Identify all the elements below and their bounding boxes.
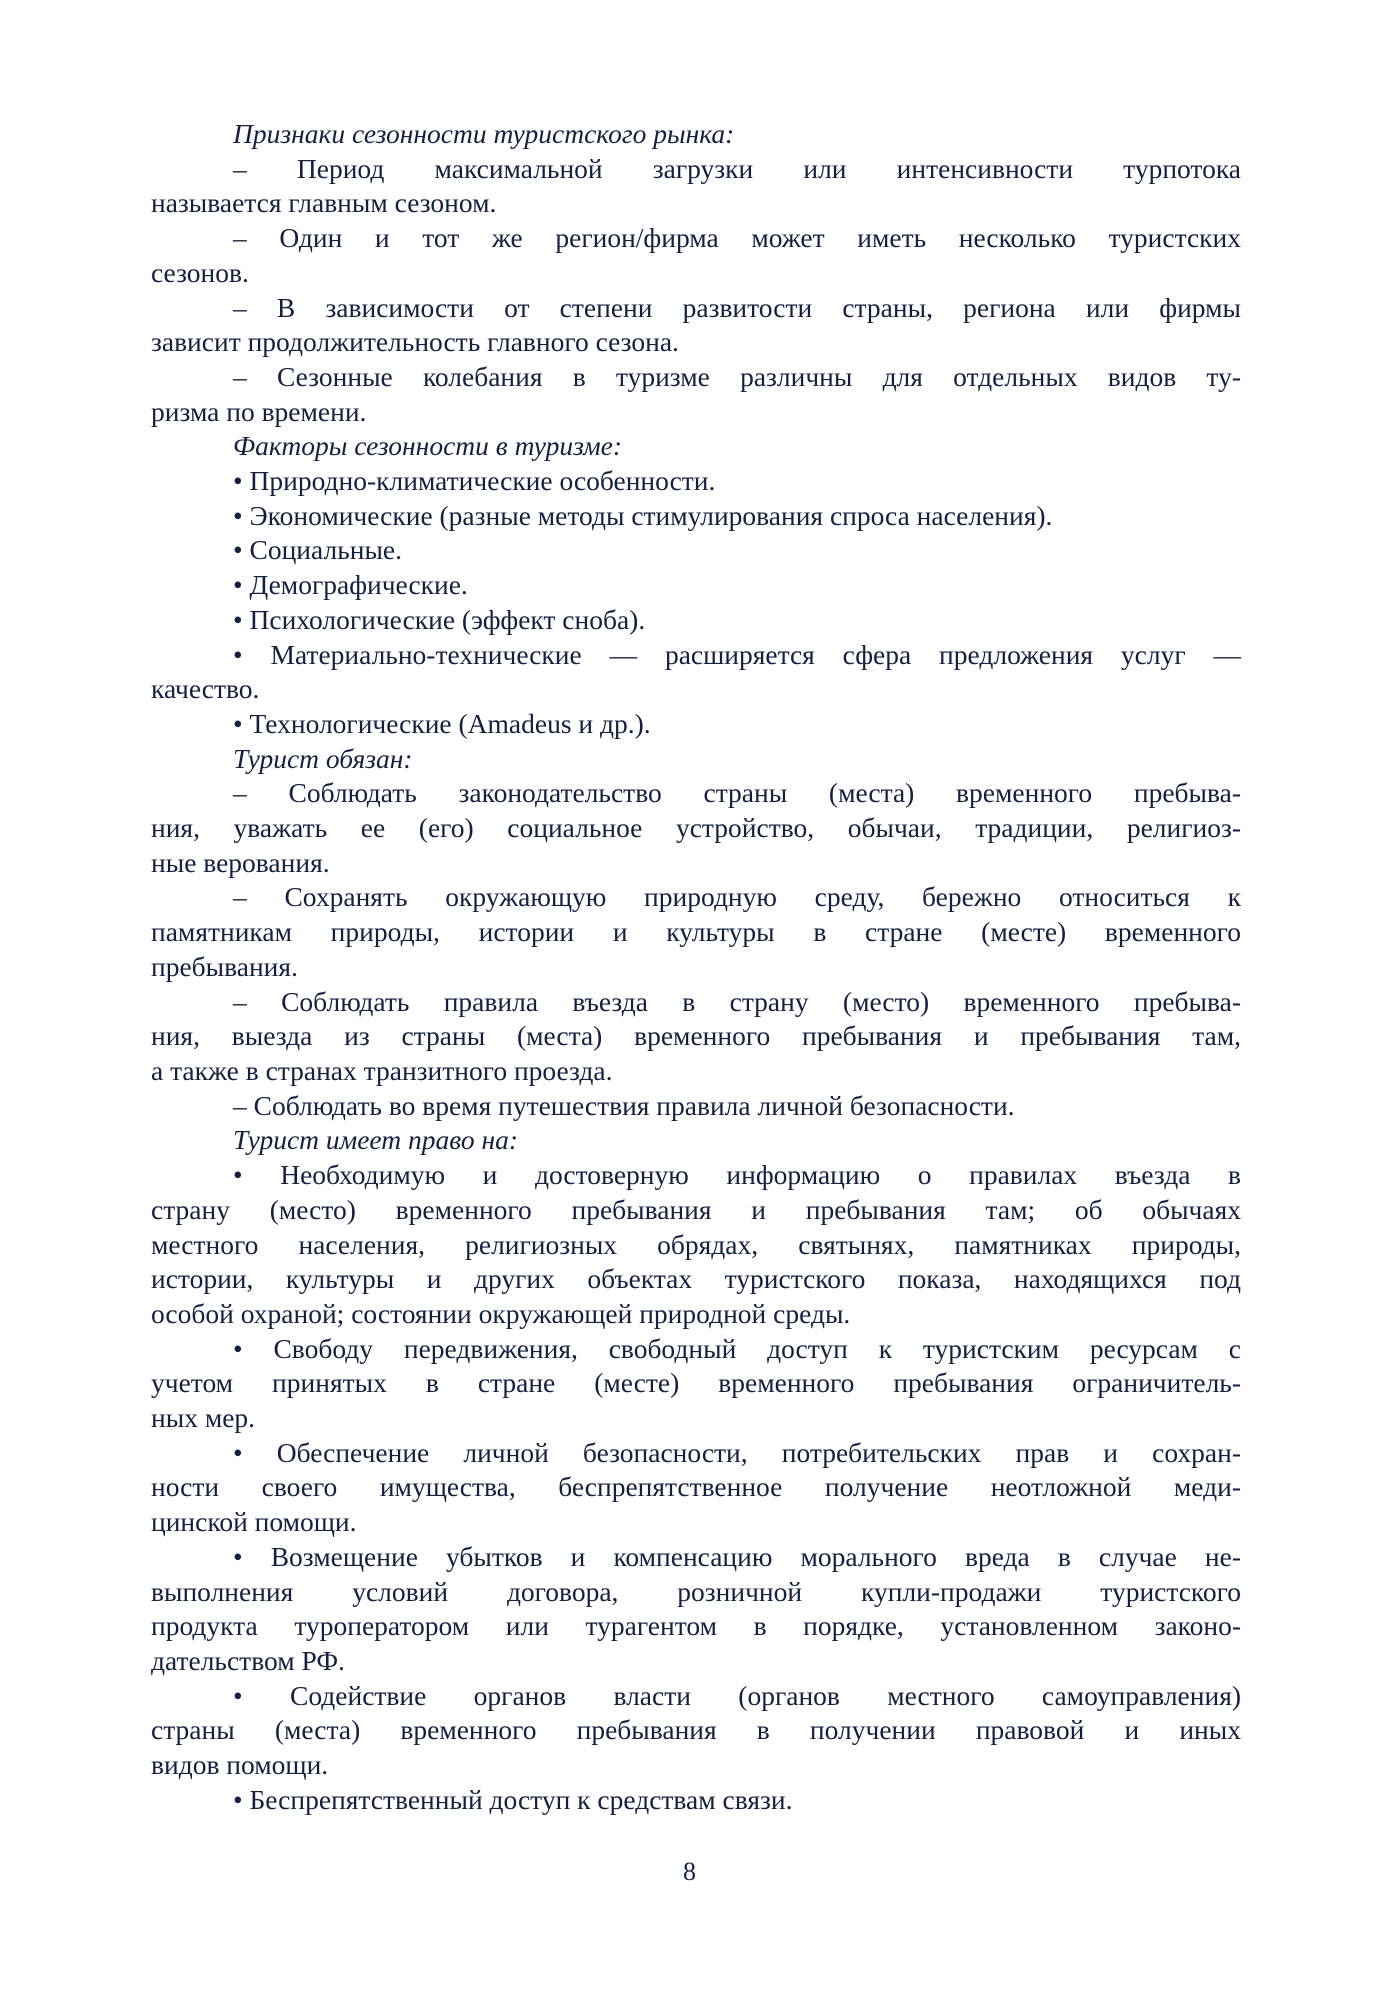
text-line: • Демографические. — [233, 569, 468, 601]
document-page — [151, 117, 1241, 1817]
text-line: • Обеспечение личной безопасности, потребительских прав и сохран- — [233, 1436, 1241, 1468]
paragraph — [151, 1089, 1241, 1124]
paragraph — [151, 603, 1241, 638]
text-line: ные верования. — [151, 846, 330, 878]
paragraph — [151, 1436, 1241, 1540]
text-line: особой охраной; состоянии окружающей природной среды. — [151, 1297, 851, 1329]
paragraph — [151, 638, 1241, 707]
paragraph — [151, 152, 1241, 221]
text-line: – Один и тот же регион/фирма может иметь несколько туристских — [233, 222, 1241, 254]
text-line: истории, культуры и других объектах туристского показа, находящихся под — [151, 1263, 1241, 1295]
text-line: • Свободу передвижения, свободный доступ к туристским ресурсам с — [233, 1332, 1241, 1364]
paragraph — [151, 1783, 1241, 1818]
text-line: ных мер. — [151, 1402, 256, 1434]
text-line: ризма по времени. — [151, 395, 367, 427]
text-line: • Материально-технические — расширяется сфера предложения услуг — — [233, 638, 1241, 670]
text-line: памятникам природы, истории и культуры в стране (месте) временного — [151, 916, 1241, 948]
paragraph — [151, 707, 1241, 742]
text-line: – В зависимости от степени развитости страны, региона или фирмы — [233, 291, 1241, 323]
paragraph — [151, 464, 1241, 499]
text-line: ния, уважать ее (его) социальное устройство, обычаи, традиции, религиоз- — [151, 812, 1241, 844]
paragraph — [151, 499, 1241, 534]
text-line: – Соблюдать законодательство страны (места) временного пребыва- — [233, 777, 1241, 809]
text-line: страну (место) временного пребывания и пребывания там; об обычаях — [151, 1193, 1241, 1225]
page-number: 8 — [683, 1857, 696, 1886]
text-line: ности своего имущества, беспрепятственное получение неотложной меди- — [151, 1471, 1241, 1503]
text-line: продукта туроператором или турагентом в порядке, установленном законо- — [151, 1610, 1241, 1642]
paragraph — [151, 360, 1241, 429]
text-line: называется главным сезоном. — [151, 187, 497, 219]
text-line: • Социальные. — [233, 534, 403, 566]
section — [151, 117, 1241, 429]
text-line: местного населения, религиозных обрядах, святынях, памятниках природы, — [151, 1228, 1241, 1260]
paragraph — [151, 1158, 1241, 1332]
text-line: • Технологические (Amadeus и др.). — [233, 707, 651, 739]
paragraph — [151, 776, 1241, 880]
text-line: пребывания. — [151, 950, 298, 982]
text-line: – Период максимальной загрузки или интенсивности турпотока — [233, 152, 1241, 184]
section-heading: Факторы сезонности в туризме: — [233, 430, 623, 462]
paragraph — [151, 985, 1241, 1089]
section-heading: Признаки сезонности туристского рынка: — [233, 118, 735, 149]
text-line: • Возмещение убытков и компенсацию морального вреда в случае не- — [233, 1540, 1241, 1572]
text-line: ния, выезда из страны (места) временного пребывания и пребывания там, — [151, 1020, 1241, 1052]
text-line: • Природно-климатические особенности. — [233, 465, 716, 497]
paragraph — [151, 880, 1241, 984]
paragraph — [151, 533, 1241, 568]
text-line: видов помощи. — [151, 1749, 329, 1781]
text-line: дательством РФ. — [151, 1644, 345, 1676]
section — [151, 1123, 1241, 1817]
text-line: – Сохранять окружающую природную среду, бережно относиться к — [233, 881, 1241, 913]
text-line: выполнения условий договора, розничной купли-продажи туристского — [151, 1575, 1241, 1607]
text-line: цинской помощи. — [151, 1506, 357, 1538]
text-line: • Психологические (эффект сноба). — [233, 603, 646, 635]
section — [151, 429, 1241, 741]
paragraph — [151, 1332, 1241, 1436]
section-heading: Турист имеет право на: — [233, 1124, 519, 1156]
text-line: • Беспрепятственный доступ к средствам связи. — [233, 1783, 793, 1815]
text-line: – Соблюдать правила въезда в страну (место) временного пребыва- — [233, 985, 1241, 1017]
text-line: а также в странах транзитного проезда. — [151, 1054, 613, 1086]
paragraph — [151, 291, 1241, 360]
text-line: качество. — [151, 673, 260, 705]
text-line: сезонов. — [151, 256, 249, 288]
text-line: – Соблюдать во время путешествия правила личной безопасности. — [233, 1089, 1015, 1121]
paragraph — [151, 1540, 1241, 1679]
section-heading: Турист обязан: — [233, 742, 413, 774]
text-line: – Сезонные колебания в туризме различны для отдельных видов ту- — [233, 360, 1241, 392]
text-line: зависит продолжительность главного сезона. — [151, 326, 679, 358]
paragraph — [151, 1679, 1241, 1783]
text-line: страны (места) временного пребывания в получении правовой и иных — [151, 1714, 1241, 1746]
section — [151, 742, 1241, 1124]
text-line: • Экономические (разные методы стимулирования спроса населения). — [233, 499, 1053, 531]
text-line: учетом принятых в стране (месте) временного пребывания ограничитель- — [151, 1367, 1241, 1399]
text-line: • Содействие органов власти (органов местного самоуправления) — [233, 1679, 1241, 1711]
text-line: • Необходимую и достоверную информацию о правилах въезда в — [233, 1159, 1241, 1191]
paragraph — [151, 221, 1241, 290]
paragraph — [151, 568, 1241, 603]
